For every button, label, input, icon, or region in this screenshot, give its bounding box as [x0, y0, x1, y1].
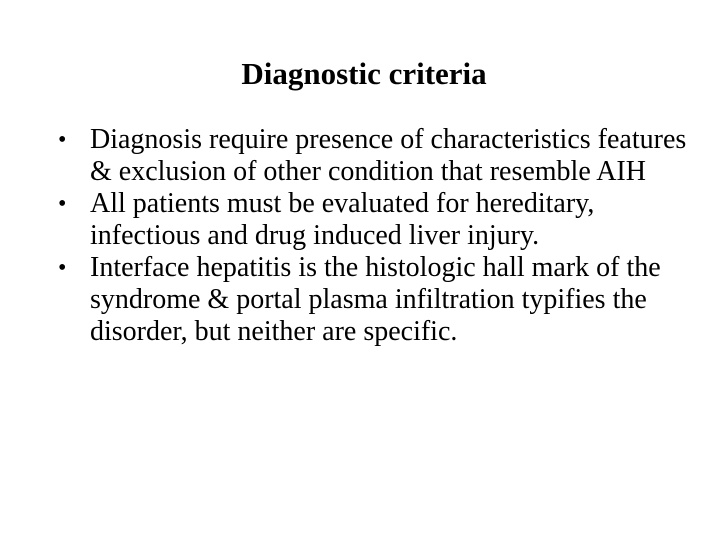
bullet-text: Interface hepatitis is the histologic hall mark of the syndrome & portal plasma infiltration typifies the disorder, but neither are specific. — [90, 252, 661, 347]
slide-title: Diagnostic criteria — [241, 56, 487, 91]
bullet-marker: • — [58, 127, 67, 153]
bullet-marker: • — [58, 191, 67, 217]
bullet-item — [58, 124, 708, 188]
bullet-text: Diagnosis require presence of characteristics features & exclusion of other condition that resemble AIH — [90, 124, 687, 187]
bullet-item — [58, 188, 708, 252]
bullet-marker: • — [58, 255, 67, 281]
bullet-list — [58, 124, 708, 348]
bullet-text: All patients must be evaluated for hereditary, infectious and drug induced liver injury. — [90, 188, 595, 251]
bullet-item — [58, 252, 708, 348]
